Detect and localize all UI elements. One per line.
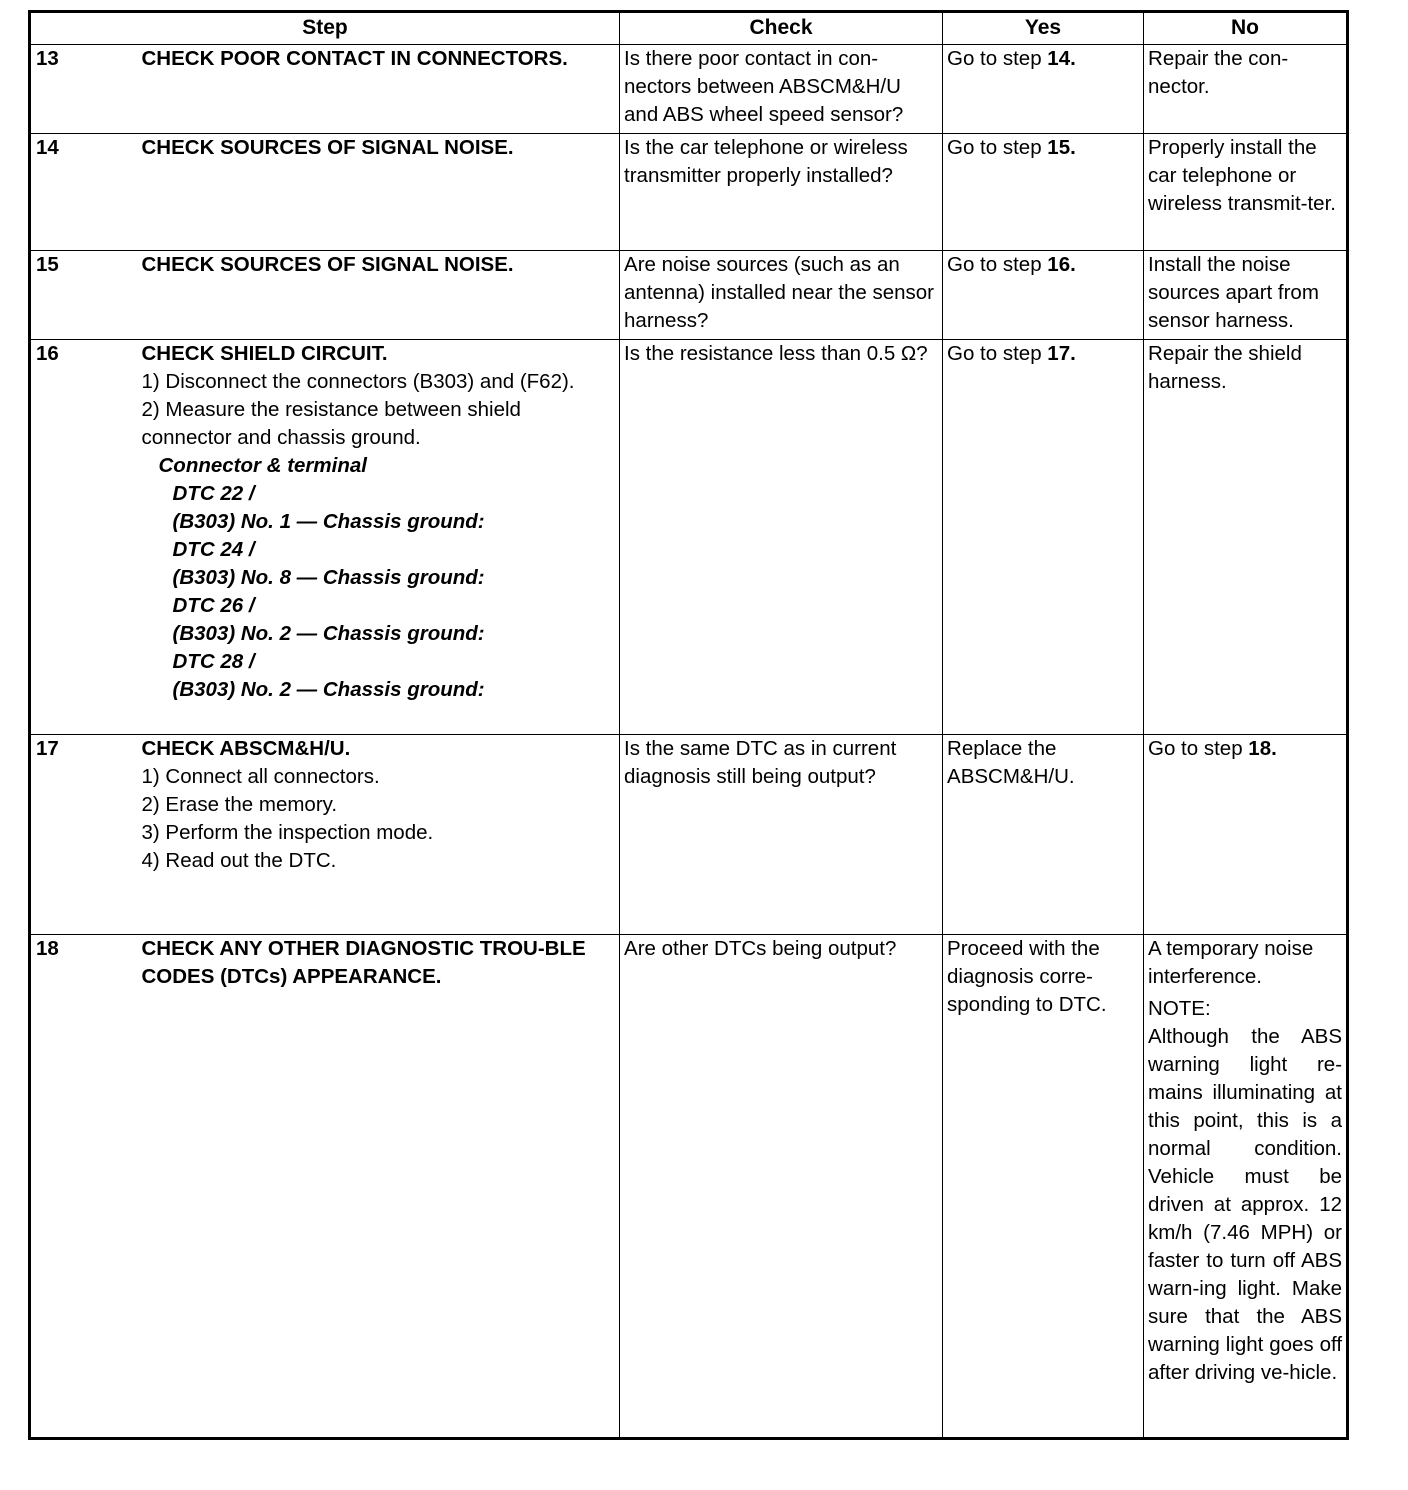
diagnostic-procedure-document — [28, 10, 1346, 1440]
no-prefix: Go to step — [1148, 737, 1249, 760]
terminal-dtc: DTC 24 / — [172, 538, 255, 561]
table-row — [30, 935, 1348, 1439]
procedure-step: 1) Connect all connectors. — [141, 765, 380, 788]
step-title: CHECK POOR CONTACT IN CONNECTORS. — [141, 47, 568, 70]
yes-cell — [943, 340, 1144, 735]
procedure-step: 2) Measure the resistance between shield connector and chassis ground. — [141, 398, 521, 449]
diagnostic-table — [28, 10, 1349, 1440]
step-cell — [140, 735, 620, 935]
no-cell — [1144, 735, 1348, 935]
no-text: A temporary noise interference. — [1148, 937, 1314, 988]
check-cell: Is the same DTC as in current diagnosis still being output? — [620, 735, 943, 935]
no-step-ref: 18. — [1248, 737, 1277, 760]
step-cell — [140, 935, 620, 1439]
step-title: CHECK SOURCES OF SIGNAL NOISE. — [141, 253, 514, 276]
no-cell — [1144, 935, 1348, 1439]
terminal-dtc: DTC 28 / — [172, 650, 255, 673]
step-number: 18 — [30, 935, 140, 1439]
table-row — [30, 735, 1348, 935]
note-label: NOTE: — [1148, 997, 1211, 1020]
procedure-step: 3) Perform the inspection mode. — [141, 821, 434, 844]
yes-cell — [943, 45, 1144, 134]
procedure-step: 4) Read out the DTC. — [141, 849, 337, 872]
yes-prefix: Go to step — [947, 253, 1048, 276]
check-cell: Is the car telephone or wireless transmitter properly installed? — [620, 134, 943, 251]
procedure-step: 2) Erase the memory. — [141, 793, 338, 816]
no-cell: Properly install the car telephone or wireless transmit-ter. — [1144, 134, 1348, 251]
yes-step-ref: 14. — [1047, 47, 1076, 70]
yes-step-ref: 16. — [1047, 253, 1076, 276]
check-cell: Is the resistance less than 0.5 Ω? — [620, 340, 943, 735]
note-text: Although the ABS warning light re-mains illuminating at this point, this is a normal condition. Vehicle must be driven at approx. 12 km/h (7.46 MPH) or faster to turn off ABS warn-ing light. Make sure that the ABS warning light goes off after driving ve-hicle. — [1148, 1025, 1343, 1384]
no-cell: Repair the con-nector. — [1144, 45, 1348, 134]
yes-cell — [943, 251, 1144, 340]
step-number: 15 — [30, 251, 140, 340]
step-cell — [140, 340, 620, 735]
step-cell — [140, 251, 620, 340]
terminal-dtc: DTC 22 / — [172, 482, 255, 505]
step-cell — [140, 134, 620, 251]
table-row — [30, 134, 1348, 251]
table-row — [30, 45, 1348, 134]
terminal-spec: (B303) No. 2 — Chassis ground: — [172, 622, 485, 645]
header-check: Check — [620, 12, 943, 45]
step-title: CHECK ANY OTHER DIAGNOSTIC TROU-BLE CODES (DTCs) APPEARANCE. — [141, 937, 586, 988]
yes-cell: Proceed with the diagnosis corre-sponding to DTC. — [943, 935, 1144, 1439]
check-cell: Are other DTCs being output? — [620, 935, 943, 1439]
terminal-spec: (B303) No. 8 — Chassis ground: — [172, 566, 485, 589]
header-no: No — [1144, 12, 1348, 45]
yes-step-ref: 15. — [1047, 136, 1076, 159]
step-number: 16 — [30, 340, 140, 735]
header-row — [30, 12, 1348, 45]
table-row — [30, 340, 1348, 735]
step-title: CHECK SOURCES OF SIGNAL NOISE. — [141, 136, 514, 159]
header-yes: Yes — [943, 12, 1144, 45]
yes-prefix: Go to step — [947, 342, 1048, 365]
terminal-dtc: DTC 26 / — [172, 594, 255, 617]
procedure-step: 1) Disconnect the connectors (B303) and (F62). — [141, 370, 575, 393]
yes-step-ref: 17. — [1047, 342, 1076, 365]
step-title: CHECK ABSCM&H/U. — [141, 737, 351, 760]
check-cell: Are noise sources (such as an antenna) installed near the sensor harness? — [620, 251, 943, 340]
table-row — [30, 251, 1348, 340]
connector-terminal-heading: Connector & terminal — [158, 454, 367, 477]
no-cell: Repair the shield harness. — [1144, 340, 1348, 735]
step-cell — [140, 45, 620, 134]
step-title: CHECK SHIELD CIRCUIT. — [141, 342, 388, 365]
step-number: 13 — [30, 45, 140, 134]
header-step: Step — [30, 12, 620, 45]
step-number: 17 — [30, 735, 140, 935]
terminal-spec: (B303) No. 1 — Chassis ground: — [172, 510, 485, 533]
yes-cell: Replace the ABSCM&H/U. — [943, 735, 1144, 935]
yes-prefix: Go to step — [947, 47, 1048, 70]
yes-prefix: Go to step — [947, 136, 1048, 159]
step-number: 14 — [30, 134, 140, 251]
terminal-spec: (B303) No. 2 — Chassis ground: — [172, 678, 485, 701]
no-cell: Install the noise sources apart from sensor harness. — [1144, 251, 1348, 340]
check-cell: Is there poor contact in con-nectors between ABSCM&H/U and ABS wheel speed sensor? — [620, 45, 943, 134]
yes-cell — [943, 134, 1144, 251]
